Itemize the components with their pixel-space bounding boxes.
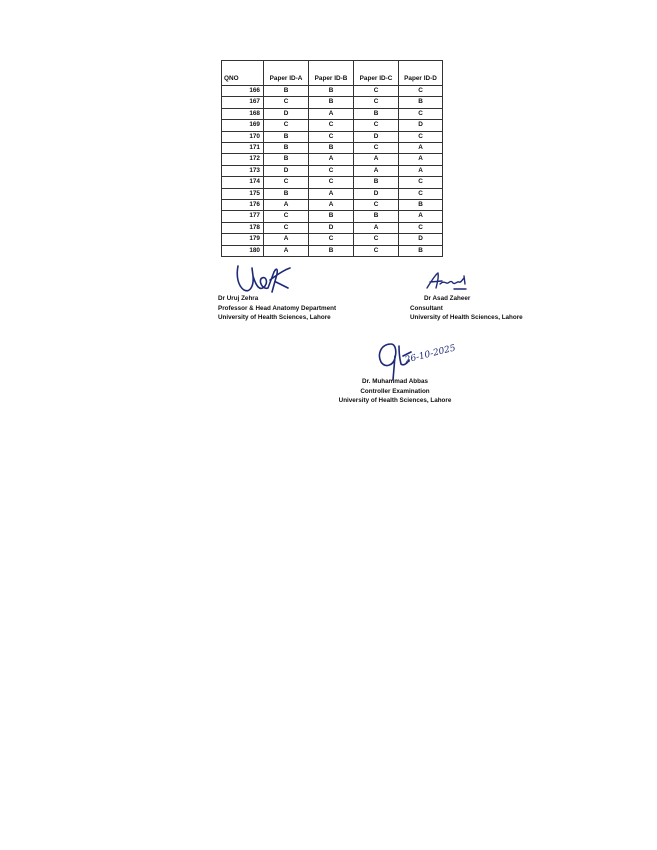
cell-paper-c: A xyxy=(354,154,399,165)
signatory-institution: University of Health Sciences, Lahore xyxy=(218,314,331,321)
cell-paper-d: A xyxy=(399,143,443,154)
cell-qno: 174 xyxy=(222,177,264,188)
cell-paper-a: B xyxy=(264,188,309,199)
cell-paper-c: C xyxy=(354,86,399,97)
cell-paper-b: A xyxy=(309,188,354,199)
cell-paper-d: B xyxy=(399,200,443,211)
cell-paper-b: A xyxy=(309,200,354,211)
table-row xyxy=(222,188,443,199)
cell-qno: 177 xyxy=(222,211,264,222)
cell-paper-d: B xyxy=(399,245,443,256)
table-header-row xyxy=(222,61,443,86)
cell-qno: 179 xyxy=(222,234,264,245)
cell-paper-d: C xyxy=(399,177,443,188)
cell-paper-d: D xyxy=(399,234,443,245)
cell-paper-c: B xyxy=(354,108,399,119)
column-header-paper-b: Paper ID-B xyxy=(309,61,354,86)
handwritten-date: 26-10-2025 xyxy=(404,343,457,366)
cell-paper-b: C xyxy=(309,165,354,176)
column-header-paper-a: Paper ID-A xyxy=(264,61,309,86)
signatory-name: Dr Uruj Zehra xyxy=(218,295,259,302)
cell-paper-c: C xyxy=(354,245,399,256)
cell-paper-b: D xyxy=(309,222,354,233)
cell-paper-b: C xyxy=(309,234,354,245)
signature-uruj-zehra xyxy=(232,262,294,296)
cell-paper-a: D xyxy=(264,165,309,176)
cell-paper-c: C xyxy=(354,234,399,245)
table-row xyxy=(222,222,443,233)
cell-paper-c: C xyxy=(354,200,399,211)
cell-paper-c: B xyxy=(354,177,399,188)
cell-qno: 172 xyxy=(222,154,264,165)
cell-paper-d: B xyxy=(399,97,443,108)
cell-paper-b: B xyxy=(309,97,354,108)
cell-paper-d: A xyxy=(399,165,443,176)
cell-qno: 175 xyxy=(222,188,264,199)
cell-paper-a: C xyxy=(264,120,309,131)
cell-paper-b: C xyxy=(309,177,354,188)
cell-qno: 167 xyxy=(222,97,264,108)
signatory-institution: University of Health Sciences, Lahore xyxy=(338,397,452,404)
cell-qno: 166 xyxy=(222,86,264,97)
cell-paper-a: B xyxy=(264,154,309,165)
signatory-asad-zaheer xyxy=(410,294,523,323)
column-header-paper-d: Paper ID-D xyxy=(399,61,443,86)
cell-paper-b: B xyxy=(309,245,354,256)
table-row xyxy=(222,120,443,131)
cell-paper-a: D xyxy=(264,108,309,119)
cell-paper-a: A xyxy=(264,234,309,245)
cell-paper-b: C xyxy=(309,131,354,142)
cell-paper-a: C xyxy=(264,177,309,188)
cell-paper-d: A xyxy=(399,154,443,165)
cell-paper-c: D xyxy=(354,131,399,142)
cell-paper-d: D xyxy=(399,120,443,131)
cell-paper-a: C xyxy=(264,222,309,233)
answer-key-table xyxy=(221,60,443,257)
cell-qno: 180 xyxy=(222,245,264,256)
table-row xyxy=(222,200,443,211)
signatory-name: Dr. Muhammad Abbas xyxy=(362,378,428,385)
cell-qno: 173 xyxy=(222,165,264,176)
cell-paper-b: B xyxy=(309,211,354,222)
signatory-title: Controller Examination xyxy=(360,387,430,395)
cell-paper-c: C xyxy=(354,143,399,154)
table-row xyxy=(222,177,443,188)
signatory-title: Professor & Head Anatomy Department xyxy=(218,304,337,312)
column-header-paper-c: Paper ID-C xyxy=(354,61,399,86)
cell-paper-b: B xyxy=(309,86,354,97)
cell-paper-d: C xyxy=(399,86,443,97)
cell-paper-b: B xyxy=(309,143,354,154)
signature-asad-zaheer xyxy=(424,270,472,292)
cell-paper-c: D xyxy=(354,188,399,199)
table-row xyxy=(222,97,443,108)
cell-paper-c: A xyxy=(354,165,399,176)
cell-paper-d: A xyxy=(399,211,443,222)
cell-qno: 171 xyxy=(222,143,264,154)
cell-qno: 178 xyxy=(222,222,264,233)
cell-paper-c: C xyxy=(354,120,399,131)
table-row xyxy=(222,86,443,97)
cell-paper-c: C xyxy=(354,97,399,108)
cell-paper-d: C xyxy=(399,188,443,199)
table-row xyxy=(222,211,443,222)
table-row xyxy=(222,131,443,142)
cell-qno: 170 xyxy=(222,131,264,142)
signatory-name: Dr Asad Zaheer xyxy=(424,295,471,302)
table-row xyxy=(222,234,443,245)
table-row xyxy=(222,154,443,165)
cell-paper-a: B xyxy=(264,131,309,142)
cell-qno: 169 xyxy=(222,120,264,131)
cell-qno: 176 xyxy=(222,200,264,211)
signatory-uruj-zehra xyxy=(218,294,336,323)
cell-paper-b: A xyxy=(309,108,354,119)
signatory-muhammad-abbas xyxy=(320,377,470,406)
table-row xyxy=(222,108,443,119)
cell-paper-a: A xyxy=(264,200,309,211)
cell-paper-d: C xyxy=(399,131,443,142)
cell-paper-c: B xyxy=(354,211,399,222)
cell-paper-a: C xyxy=(264,97,309,108)
cell-paper-d: C xyxy=(399,222,443,233)
cell-paper-b: C xyxy=(309,120,354,131)
column-header-qno: QNO xyxy=(222,61,264,86)
cell-paper-d: C xyxy=(399,108,443,119)
cell-paper-b: A xyxy=(309,154,354,165)
table-row xyxy=(222,165,443,176)
cell-paper-c: A xyxy=(354,222,399,233)
cell-paper-a: B xyxy=(264,143,309,154)
table-row xyxy=(222,245,443,256)
answer-key-body xyxy=(222,86,443,257)
cell-qno: 168 xyxy=(222,108,264,119)
cell-paper-a: B xyxy=(264,86,309,97)
signatory-institution: University of Health Sciences, Lahore xyxy=(410,314,523,321)
cell-paper-a: A xyxy=(264,245,309,256)
cell-paper-a: C xyxy=(264,211,309,222)
table-row xyxy=(222,143,443,154)
signatory-title: Consultant xyxy=(410,304,443,312)
